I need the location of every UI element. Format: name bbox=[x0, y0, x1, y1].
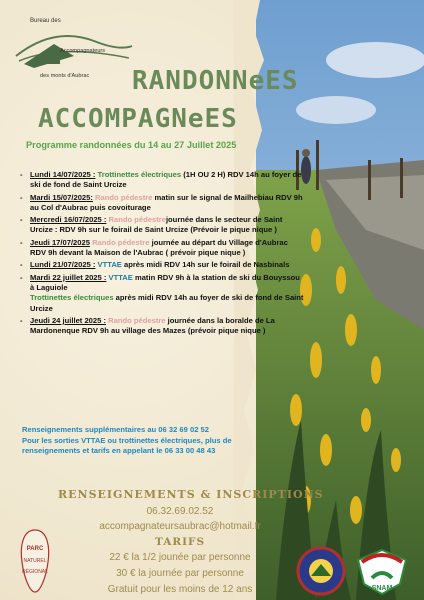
contact-title: RENSEIGNEMENTS & INSCRIPTIONS bbox=[58, 488, 324, 501]
programme-list bbox=[20, 170, 304, 338]
item-type: VTTAE bbox=[108, 272, 133, 282]
svg-text:NATUREL: NATUREL bbox=[23, 558, 47, 564]
item-type-extra: Trottinettes électriques bbox=[30, 293, 114, 303]
item-type: Rando pédestre bbox=[108, 315, 166, 325]
item-type: Rando pédestre bbox=[95, 192, 153, 202]
list-item: - Mardi 15/07/2025: Rando pédestre matin sur le signal de Mailhebiau RDV 9h au Col d'Aubrac puis covoiturage bbox=[20, 192, 303, 212]
item-type: Rando pédestre bbox=[108, 215, 166, 225]
item-text-extra: après midi RDV 14h au foyer de ski de fond de Saint Urcize bbox=[30, 293, 304, 313]
item-type: Rando pédestre bbox=[92, 237, 150, 247]
federation-badge-icon bbox=[296, 546, 346, 596]
svg-text:PARC: PARC bbox=[26, 546, 44, 552]
logo-text-2: Accompagnateurs bbox=[60, 48, 106, 54]
tarif-line: 22 € la 1/2 jounée par personne bbox=[109, 552, 251, 563]
info-block bbox=[22, 425, 312, 457]
list-item: - Mardi 22 juillet 2025 : VTTAE matin RDV 9h à la station de ski du Bouyssou à Laguiole Trottinettes électriques après midi RDV 14h au foyer de ski de fond de Saint Urcize bbox=[20, 272, 304, 313]
logo-text-3: des monts d'Aubrac bbox=[40, 73, 90, 79]
item-text: (1H OU 2 H) RDV 14h au foyer de ski de fond de Saint Urcize bbox=[30, 170, 302, 190]
info-line: renseignements et tarifs en appelant le 06 33 00 48 43 bbox=[22, 446, 216, 455]
item-date: Jeudi 24 juillet 2025 : bbox=[30, 315, 106, 325]
programme-heading: Programme randonnées du 14 au 27 Juillet 2025 bbox=[26, 140, 237, 150]
tarif-line: 30 € la journée par personne bbox=[116, 568, 244, 579]
item-text: matin RDV 9h à la station de ski du Bouyssou à Laguiole bbox=[30, 272, 300, 292]
svg-text:SNAM: SNAM bbox=[371, 585, 393, 592]
item-date: Lundi 21/07/2025 : bbox=[30, 260, 96, 270]
contact-phone[interactable]: 06.32.69.02.52 bbox=[146, 506, 214, 517]
tarifs-title: TARIFS bbox=[154, 536, 206, 548]
snam-logo bbox=[356, 548, 408, 596]
title-line-2: ACCOMPAGNeES bbox=[38, 104, 238, 134]
svg-text:RÉGIONAL: RÉGIONAL bbox=[22, 569, 48, 575]
list-item: - Jeudi 17/07/2025 Rando pédestre journée au départ du Village d'Aubrac RDV 9h devant la Maison de l'Aubrac ( prévoir pique nique ) bbox=[20, 237, 288, 258]
title-line-1: RANDONNeES bbox=[132, 66, 299, 96]
contact-email[interactable]: accompagnateursaubrac@hotmail.fr bbox=[99, 521, 261, 532]
item-text: journée dans le secteur de Saint Urcize : RDV 9h sur le foirail de Saint Urcize (Prévoir le pique nique ) bbox=[30, 215, 283, 235]
list-item: - Jeudi 24 juillet 2025 : Rando pédestre journée dans la boralde de La Mardonenque RDV 9h au village des Mazes (prévoir pique nique ) bbox=[20, 315, 275, 336]
item-date: Lundi 14/07/2025 : bbox=[30, 170, 96, 179]
item-text: journée au départ du Village d'Aubrac RDV 9h devant la Maison de l'Aubrac ( prévoir pique nique ) bbox=[30, 237, 288, 258]
item-text: après midi RDV 14h sur le foirail de Nasbinals bbox=[121, 260, 290, 270]
item-date: Mercredi 16/07/2025 : bbox=[30, 215, 107, 225]
list-item: - Lundi 14/07/2025 : Trottinettes électriques (1H OU 2 H) RDV 14h au foyer de ski de fond de Saint Urcize bbox=[20, 170, 302, 190]
item-date: Jeudi 17/07/2025 bbox=[30, 237, 90, 247]
item-date: Mardi 22 juillet 2025 : bbox=[30, 272, 107, 282]
item-type: VTTAE bbox=[97, 260, 122, 270]
item-text: journée dans la boralde de La Mardonenque RDV 9h au village des Mazes (prévoir pique nique ) bbox=[30, 315, 275, 336]
info-line: Pour les sorties VTTAE ou trottinettes électriques, plus de bbox=[22, 435, 232, 445]
item-type: Trottinettes électriques bbox=[97, 170, 182, 179]
tarif-line: Gratuit pour les moins de 12 ans bbox=[107, 584, 253, 595]
item-date: Mardi 15/07/2025: bbox=[30, 192, 93, 202]
item-text: matin sur le signal de Mailhebiau RDV 9h au Col d'Aubrac puis covoiturage bbox=[30, 192, 303, 212]
list-item: - Mercredi 16/07/2025 : Rando pédestrejournée dans le secteur de Saint Urcize : RDV 9h sur le foirail de Saint Urcize (Prévoir le pique nique ) bbox=[20, 215, 283, 235]
logo-text-1: Bureau des bbox=[30, 18, 61, 24]
info-line: Renseignements supplémentaires au 06 32 69 02 52 bbox=[22, 425, 209, 434]
list-item: - Lundi 21/07/2025 : VTTAE après midi RDV 14h sur le foirail de Nasbinals bbox=[20, 260, 290, 270]
parc-naturel-logo bbox=[18, 528, 52, 594]
